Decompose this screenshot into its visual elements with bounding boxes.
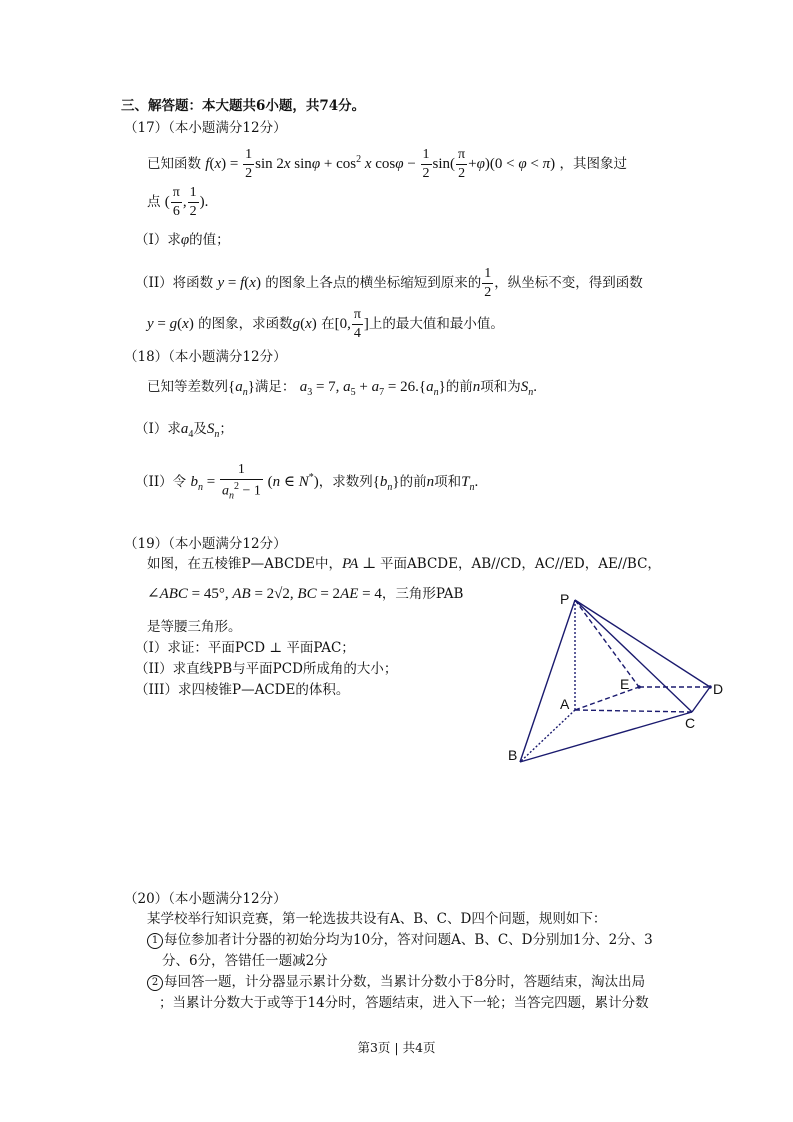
q17-part2-line2-in: 在 [321, 316, 335, 332]
q20-header: （20）（本小题满分12分） [124, 891, 287, 907]
q19-pa-perp: PA ⊥ [342, 556, 381, 572]
edge-ac [575, 710, 692, 712]
q17-intro: 已知函数 [147, 156, 201, 172]
edge-pe [575, 600, 639, 687]
q19-line1-a: 如图，在五棱锥P—ABCDE中， [147, 556, 343, 572]
q18-tn: $T_n$. [461, 474, 479, 493]
q20-rule1-a: 每位参加者计分器的初始分均为10分，答对问题A、B、C、D分别加1分、2分、3 [164, 932, 653, 948]
q18-intro-line [147, 378, 537, 402]
label-a: A [560, 696, 570, 712]
q17-part2-tail: ，纵坐标不变，得到函数 [494, 275, 643, 291]
q18-sn: $S_n$. [520, 379, 538, 398]
vertex-e-dot [637, 685, 641, 689]
edge-cd [692, 687, 710, 712]
label-p: P [560, 591, 570, 607]
q17-interval: [0, $\frac{\pi}{4}$ ] [334, 307, 369, 342]
q18-intro-tail: 项和为 [480, 379, 521, 395]
q19-line1-b: 平面ABCDE，AB//CD，AC//ED，AE//BC， [380, 556, 661, 572]
section-title: 三、解答题：本大题共6小题，共74分。 [121, 98, 366, 114]
label-e: E [620, 676, 630, 692]
q18-bn-formula: $b_n$ = $\frac{1}{a_n^2 - 1}$ (n ∈ N*) [190, 462, 319, 502]
q20-rule2-line1 [147, 973, 645, 991]
q19-pyramid-figure [500, 585, 740, 770]
q17-part2-label: （II）将函数 [135, 275, 214, 291]
page-footer: 第3页 | 共4页 [357, 1040, 436, 1055]
q18-part1-sn: $S_n$ [206, 421, 220, 440]
q17-part1-label: （I）求 [135, 232, 181, 248]
q17-part1 [135, 231, 230, 249]
q18-part2-mid: ，求数列 [318, 474, 373, 490]
q19-part3: （III）求四棱锥P—ACDE的体积。 [135, 682, 350, 698]
q17-point-formula: ( $\frac{\pi}{6}$ , $\frac{1}{2}$ ). [164, 185, 209, 220]
q19-line2-tail: ，三角形PAB [381, 586, 464, 602]
q19-part1: （I）求证：平面PCD ⊥ 平面PAC； [135, 640, 355, 656]
edge-pc [575, 600, 692, 712]
rule2-number-icon: 2 [147, 975, 163, 991]
q18-part2-tail: 项和 [434, 474, 462, 490]
q17-line2 [147, 183, 208, 221]
q18-part2-mid2: 的前 [399, 474, 427, 490]
q18-part1-label: （I）求 [135, 421, 181, 437]
q18-part2-n: n [426, 474, 435, 490]
q17-part1-tail: 的值； [189, 232, 230, 248]
q20-rule2-a: 每回答一题，计分器显示累计分数，当累计分数小于8分时，答题结束，淘汰出局 [164, 974, 646, 990]
q18-part1 [135, 420, 233, 444]
q17-line1 [147, 141, 627, 183]
q19-line3: 是等腰三角形。 [147, 619, 242, 635]
label-c: C [685, 715, 696, 731]
q18-seq-an: $\{a_n\}$ [228, 379, 255, 398]
q17-part2-line2 [147, 305, 504, 343]
edge-pd [575, 600, 710, 687]
q19-given-formula: ∠ABC = 45°, AB = 2√2, BC = 2AE = 4 [147, 586, 382, 602]
q20-rule2-b: ；当累计分数大于或等于14分时，答题结束，进入下一轮；当答完四题，累计分数 [159, 995, 649, 1011]
q18-part2-label: （II）令 [135, 474, 187, 490]
q17-part2-line2-tail: 上的最大值和最小值。 [368, 316, 504, 332]
q18-intro-mid: 满足： [254, 379, 296, 395]
q20-rule1-line1 [147, 931, 653, 949]
rule1-number-icon: 1 [147, 933, 163, 949]
q17-phi: φ [180, 232, 190, 248]
q18-n: n [472, 379, 481, 395]
q18-a4: $a_4$ [180, 421, 194, 440]
q18-part1-and: 及 [193, 421, 207, 437]
q18-part2 [135, 455, 478, 511]
edge-ae [575, 687, 639, 710]
q20-rule1-b: 分、6分，答错任一题减2分 [162, 953, 328, 969]
q17-part2-mid: 的图象上各点的横坐标缩短到原来的 [265, 275, 482, 291]
q19-line2 [147, 585, 463, 603]
q18-intro-mid2: 的前 [445, 379, 473, 395]
q17-gx: g(x) [292, 316, 317, 332]
q17-point-prefix: 点 [147, 194, 161, 210]
q17-after-formula: ，其图象过 [559, 156, 627, 172]
label-d: D [713, 681, 724, 697]
label-b: B [508, 747, 518, 763]
q17-half-fraction: $\frac{1}{2}$ [484, 266, 492, 301]
q19-line1 [147, 555, 661, 573]
q17-part2-line2-mid: 的图象，求函数 [198, 316, 293, 332]
q19-part2: （II）求直线PB与平面PCD所成角的大小； [135, 661, 398, 677]
q17-part2-line1 [135, 264, 643, 302]
q18-conditions: $a_3 = 7$, $a_5 + a_7 = 26.\{a_n\}$ [299, 379, 446, 398]
q17-function-formula: f(x) = $\frac{1}{2}$ sin 2x $\sin\varphi + \cos^2 x$ cosφ − $\frac{1}{2}$ sin( $\frac{\pi}{2}$ +φ)(0 < φ < π) [205, 147, 556, 182]
q18-seq-bn: $\{b_n\}$ [372, 474, 400, 493]
q19-header: （19）（本小题满分12分） [124, 536, 287, 552]
edge-pb [520, 600, 575, 762]
q18-intro: 已知等差数列 [147, 379, 228, 395]
edge-bc [520, 712, 692, 762]
vertex-d-dot [708, 685, 712, 689]
q18-header: （18）（本小题满分12分） [124, 349, 287, 365]
q20-intro: 某学校举行知识竞赛，第一轮选拔共设有A、B、C、D四个问题，规则如下： [147, 911, 607, 927]
q17-y-fx: y = f(x) [217, 275, 261, 291]
q17-header: （17）（本小题满分12分） [124, 120, 287, 136]
q17-y-gx: y = g(x) [147, 316, 194, 332]
q18-part1-tail: ； [219, 421, 233, 437]
